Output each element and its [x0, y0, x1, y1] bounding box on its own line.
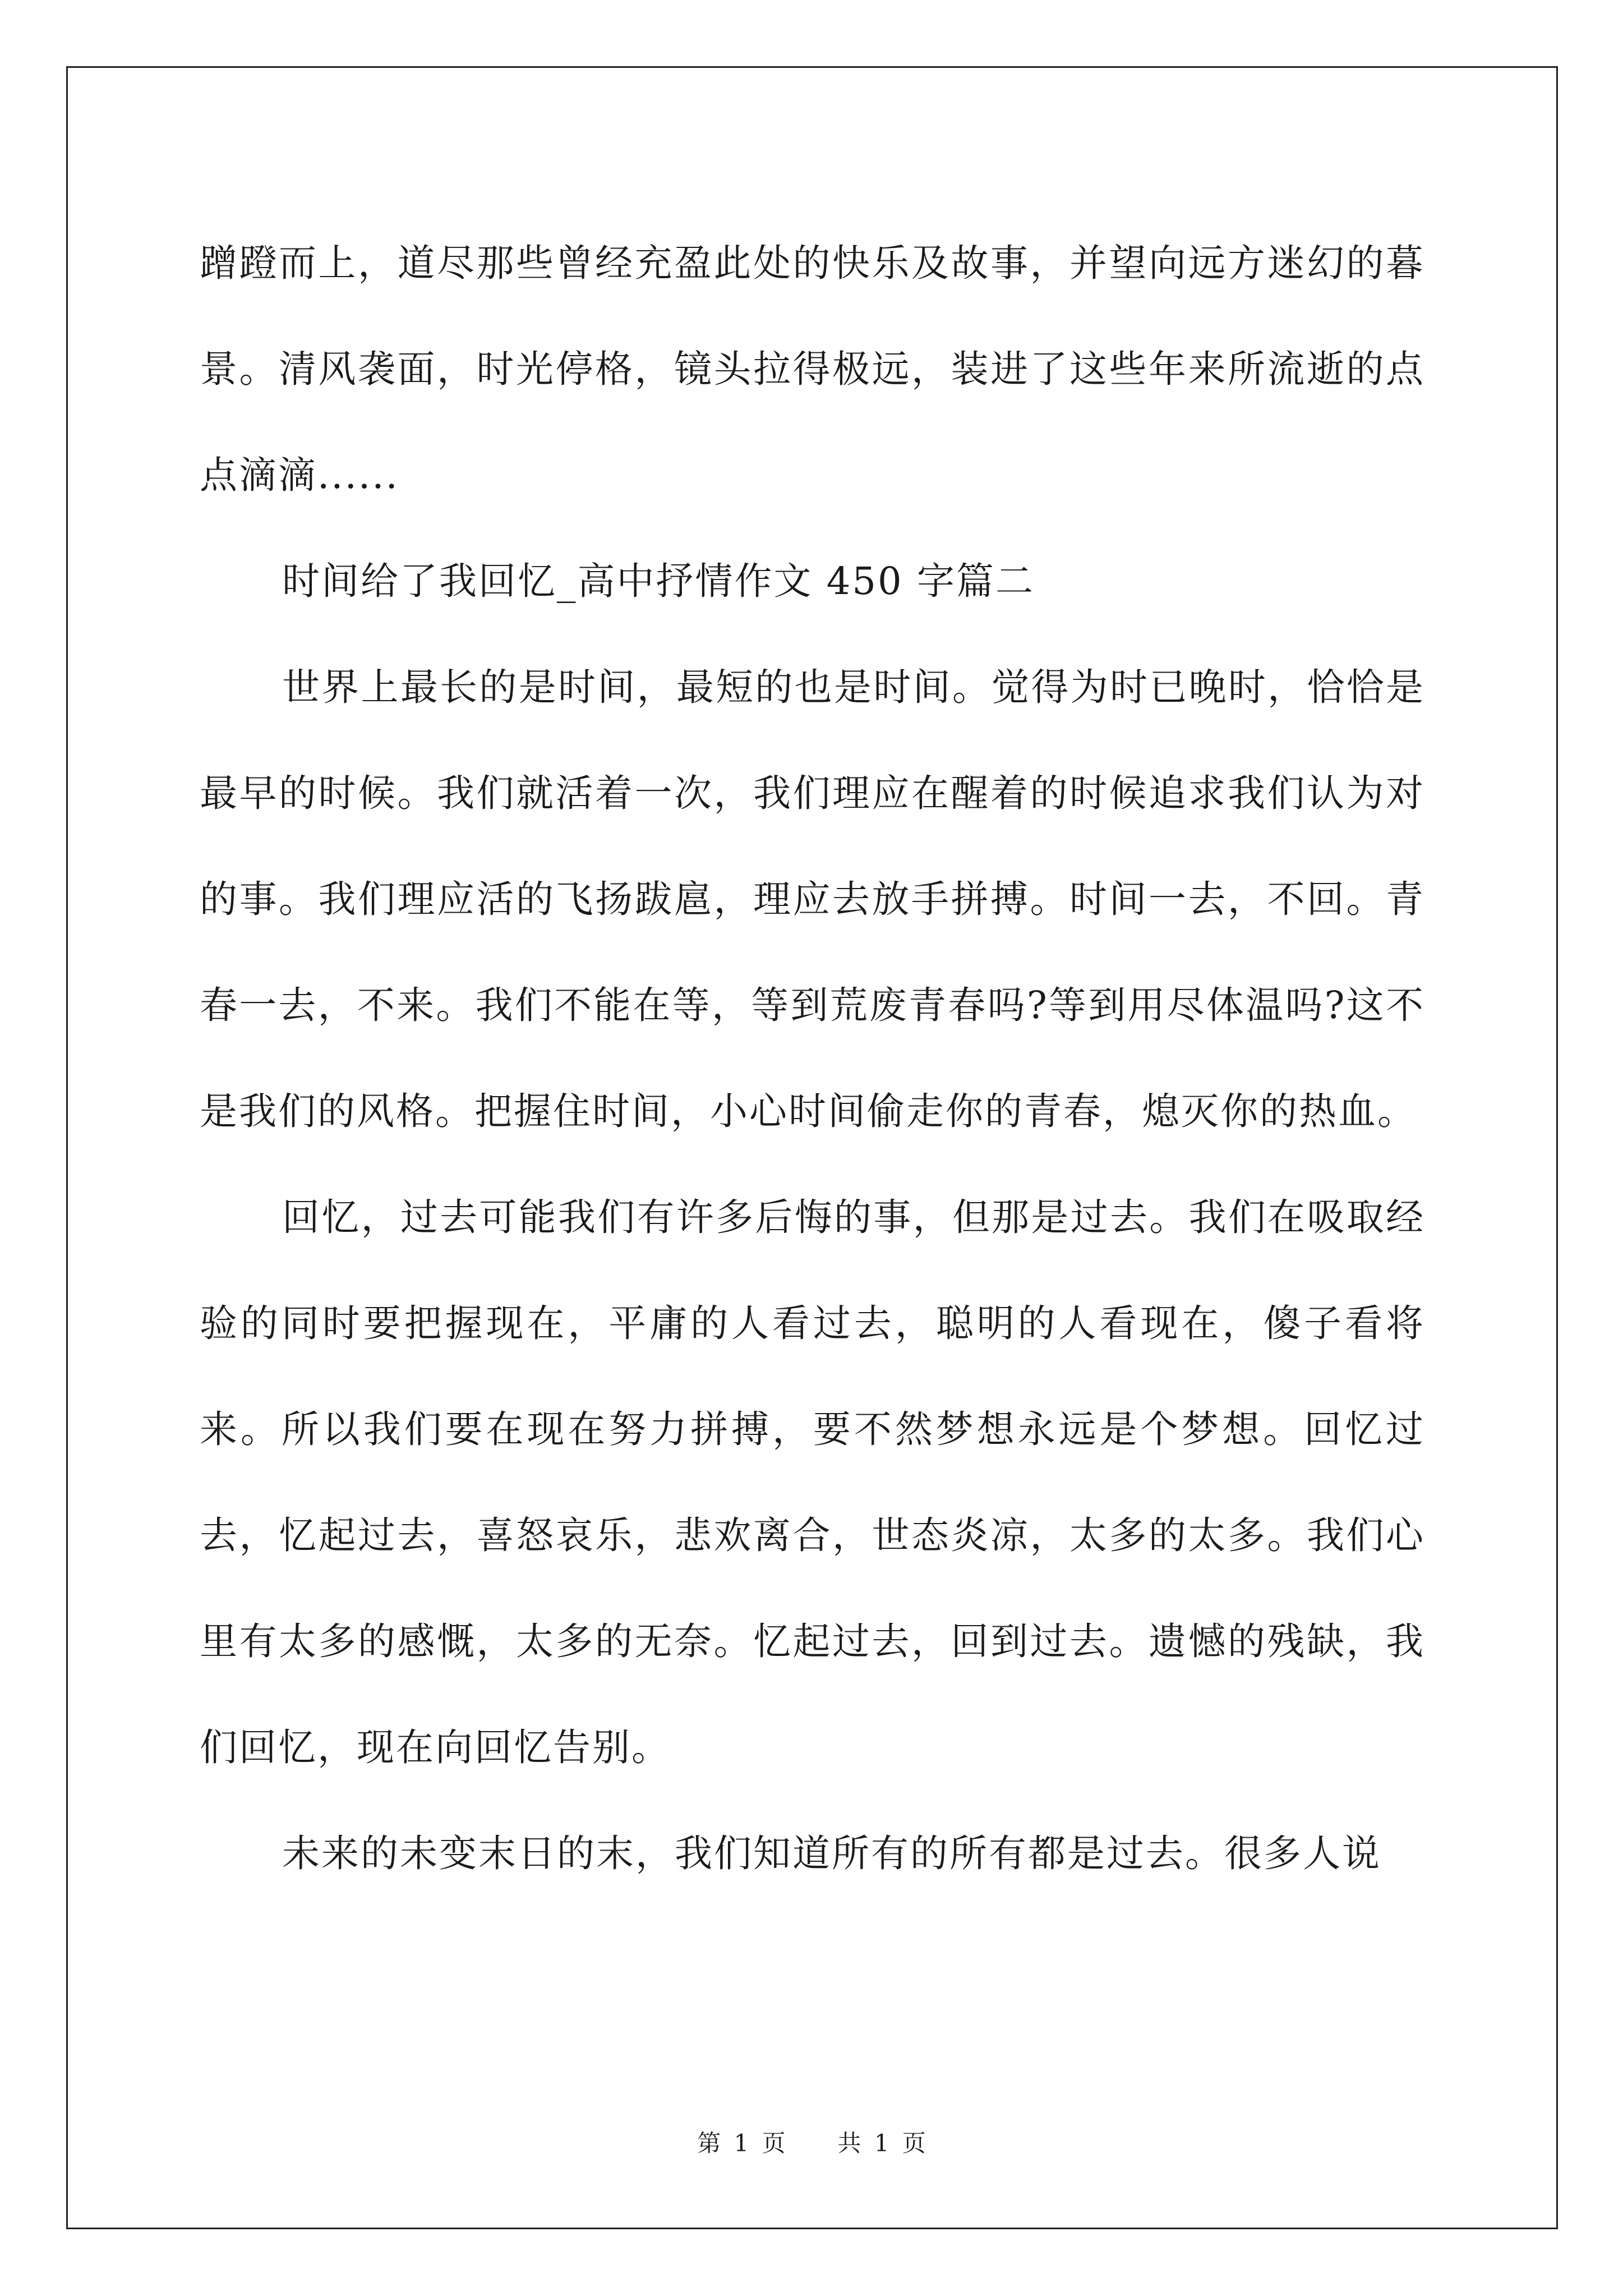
paragraph-2: 世界上最长的是时间，最短的也是时间。觉得为时已晚时，恰恰是最早的时候。我们就活着一次，我们理应在醒着的时候追求我们认为对的事。我们理应活的飞扬跋扈，理应去放手拼搏。时间一去，不回。青春一去，不来。我们不能在等，等到荒废青春吗?等到用尽体温吗?这不是我们的风格。把握住时间，小心时间偷走你的青春，熄灭你的热血。	[200, 665, 1425, 1133]
paragraph-3: 回忆，过去可能我们有许多后悔的事，但那是过去。我们在吸取经验的同时要把握现在，平庸的人看过去，聪明的人看现在，傻子看将来。所以我们要在现在努力拼搏，要不然梦想永远是个梦想。回忆过去，忆起过去，喜怒哀乐，悲欢离合，世态炎凉，太多的太多。我们心里有太多的感慨，太多的无奈。忆起过去，回到过去。遗憾的残缺，我们回忆，现在向回忆告别。	[200, 1195, 1425, 1769]
page-number: 第 1 页	[697, 2129, 786, 2157]
page-footer	[0, 2125, 1623, 2159]
page-total: 共 1 页	[837, 2129, 926, 2157]
paragraph-4: 未来的未变末日的末，我们知道所有的所有都是过去。很多人说	[282, 1832, 1381, 1875]
document-body	[200, 210, 1425, 1907]
paragraph-1: 蹭蹬而上，道尽那些曾经充盈此处的快乐及故事，并望向远方迷幻的暮景。清风袭面，时光停格，镜头拉得极远，装进了这些年来所流逝的点点滴滴......	[200, 241, 1425, 497]
section-heading: 时间给了我回忆_高中抒情作文 450 字篇二	[282, 559, 1035, 603]
